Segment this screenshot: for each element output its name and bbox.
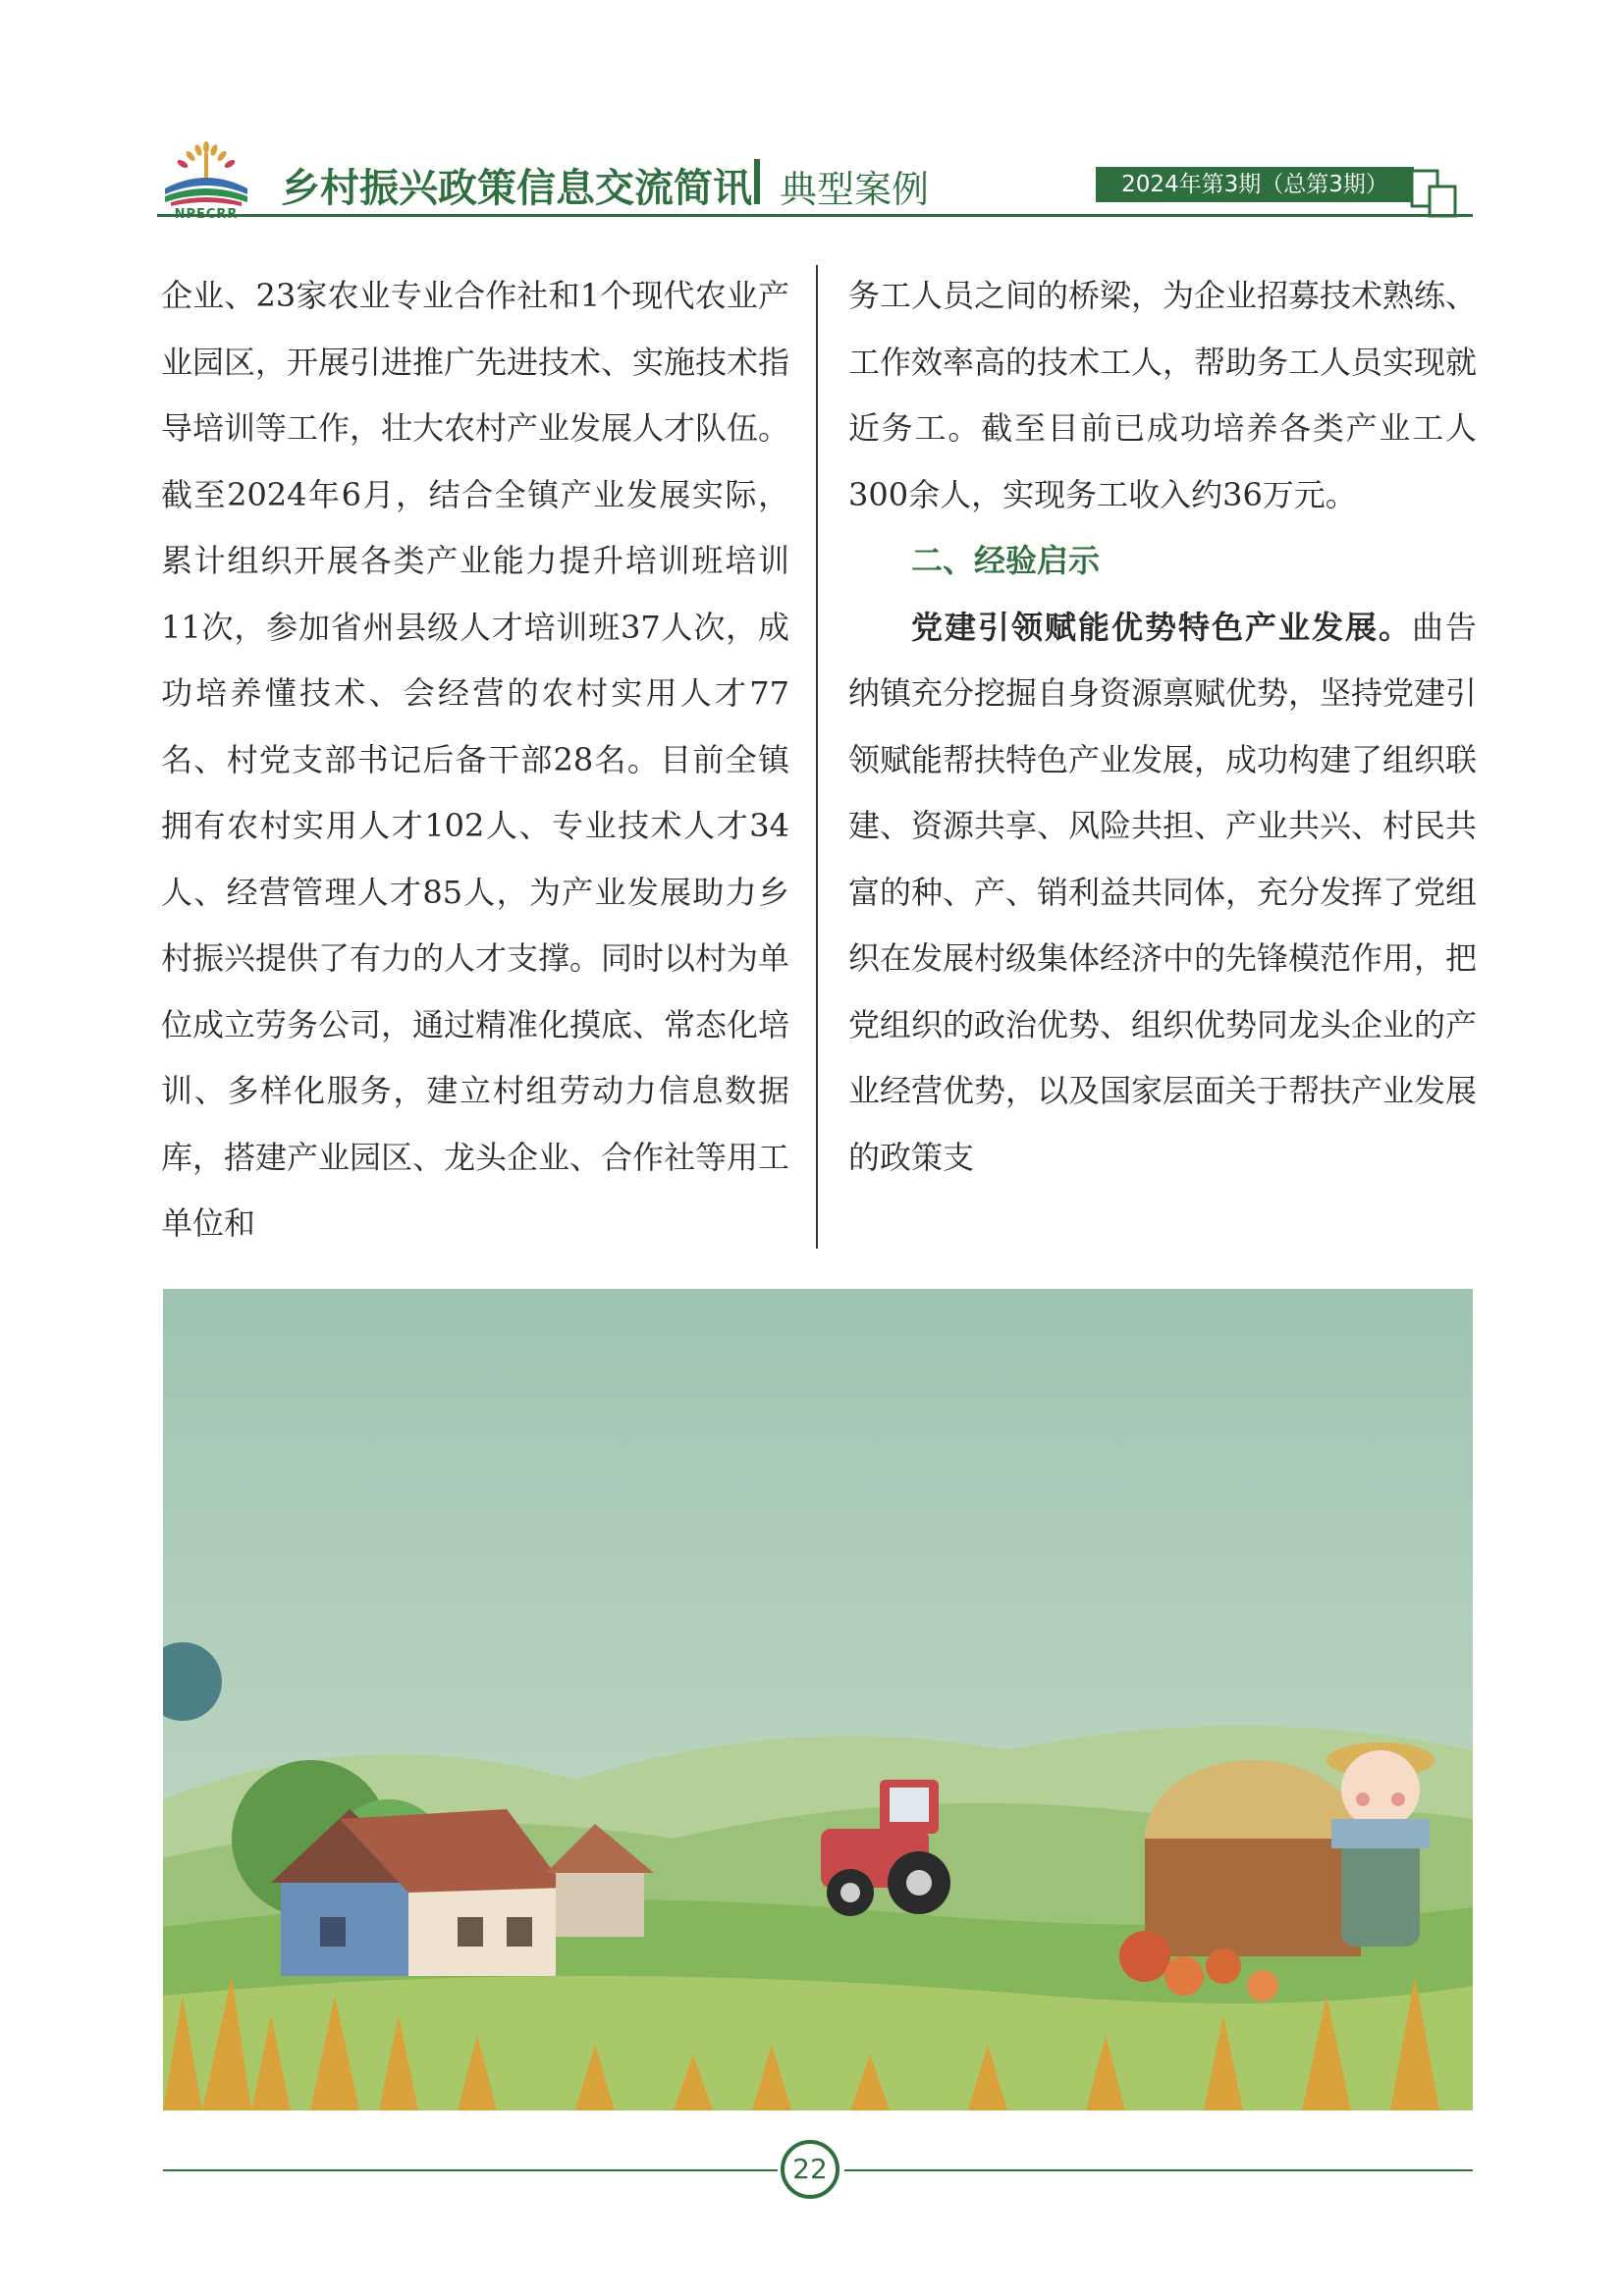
- paragraph-body: 曲告纳镇充分挖掘自身资源禀赋优势，坚持党建引领赋能帮扶特色产业发展，成功构建了组织联建、资源共享、风险共担、产业共兴、村民共富的种、产、销利益共同体，充分发挥了党组织在发展村级集体经济中的先锋模范作用，把党组织的政治优势、组织优势同龙头企业的产业经营优势，以及国家层面关于帮扶产业发展的政策支: [848, 608, 1478, 1176]
- header-rule: [157, 214, 1473, 217]
- issue-badge: 2024年第3期（总第3期）: [1096, 167, 1414, 202]
- paragraph-lead: 党建引领赋能优势特色产业发展。: [911, 608, 1412, 646]
- footer-rule-right: [844, 2169, 1473, 2171]
- left-column-text: 企业、23家农业专业合作社和1个现代农业产业园区，开展引进推广先进技术、实施技术指导培训等工作，壮大农村产业发展人才队伍。截至2024年6月，结合全镇产业发展实际，累计组织开展各类产业能力提升培训班培训11次，参加省州县级人才培训班37人次，成功培养懂技术、会经营的农村实用人才77名、村党支部书记后备干部28名。目前全镇拥有农村实用人才102人、专业技术人才34人、经营管理人才85人，为产业发展助力乡村振兴提供了有力的人才支撑。同时以村为单位成立劳务公司，通过精准化摸底、常态化培训、多样化服务，建立村组劳动力信息数据库，搭建产业园区、龙头企业、合作社等用工单位和: [161, 277, 790, 1242]
- paragraph: [848, 595, 1477, 1192]
- right-column: [848, 263, 1477, 1191]
- left-column: [161, 263, 789, 1257]
- page-header: [0, 0, 1624, 226]
- right-column-text-top: 务工人员之间的桥梁，为企业招募技术熟练、工作效率高的技术工人，帮助务工人员实现就近务工。截至目前已成功培养各类产业工人300余人，实现务工收入约36万元。: [848, 277, 1478, 513]
- section-heading: 二、经验启示: [911, 542, 1101, 579]
- section-name: 典型案例: [780, 168, 930, 211]
- footer-rule-left: [163, 2169, 778, 2171]
- page-number: 22: [792, 2153, 828, 2185]
- column-divider: [816, 265, 818, 1249]
- publication-title: 乡村振兴政策信息交流简讯: [281, 166, 752, 211]
- farm-illustration: [163, 1289, 1473, 2110]
- title-separator: [754, 159, 760, 204]
